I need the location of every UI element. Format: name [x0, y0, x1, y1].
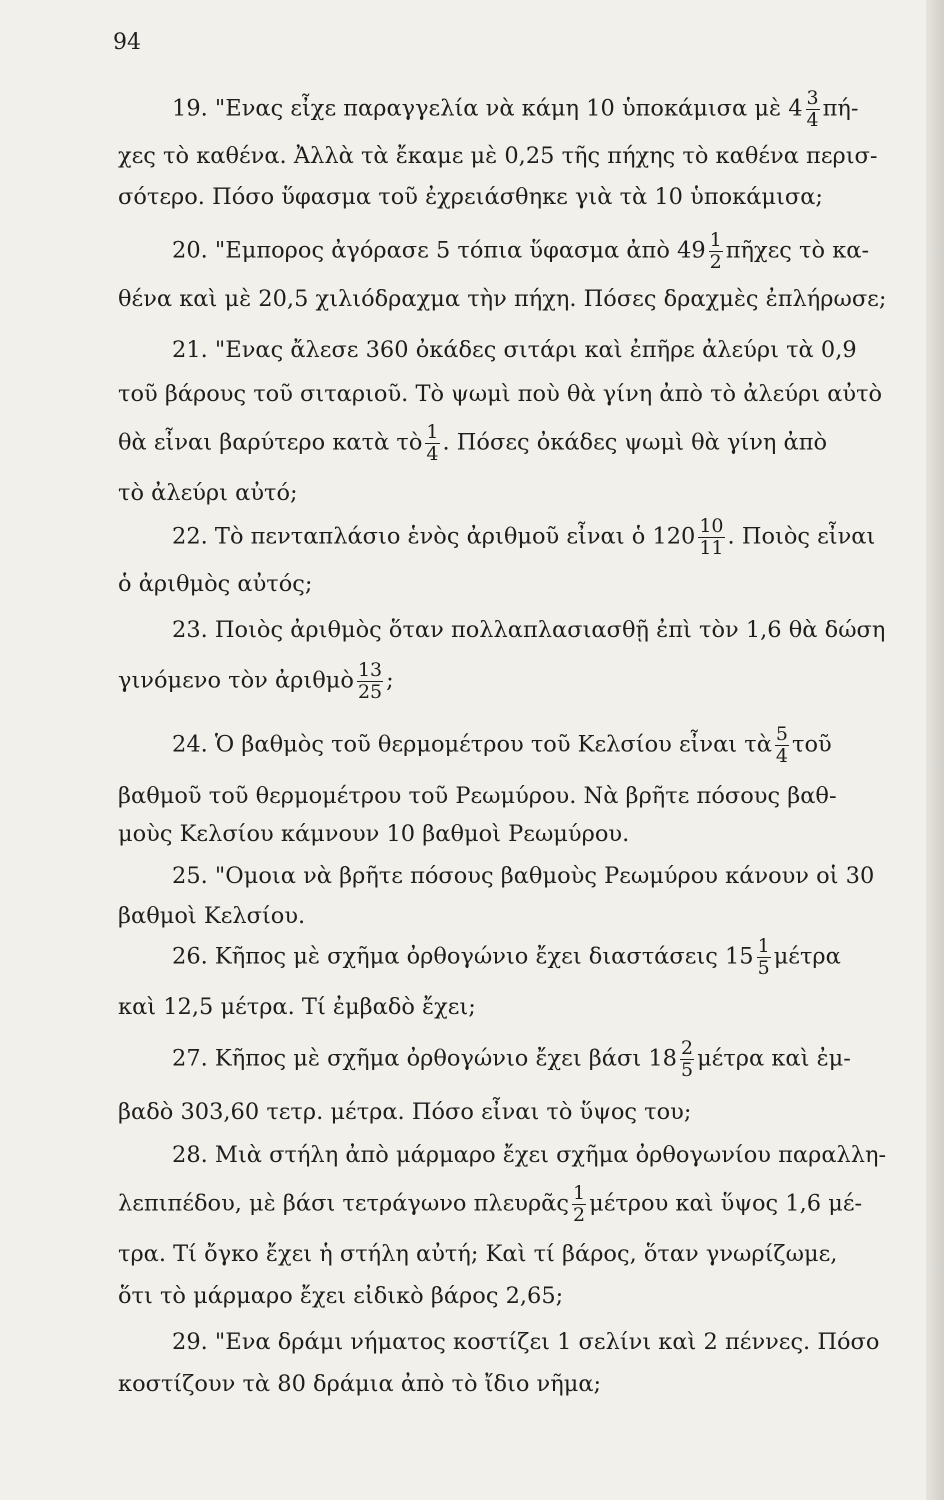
- page-number: 94: [113, 30, 141, 55]
- fraction: [698, 516, 724, 559]
- denominator: 2: [709, 251, 722, 273]
- numerator: 2: [680, 1037, 694, 1059]
- text: γινόμενο τὸν ἀριθμὸ: [118, 667, 354, 694]
- text: μέτρου καὶ ὕψος 1,6 μέ-: [589, 1190, 863, 1217]
- denominator: 25: [357, 681, 383, 703]
- problem-24-line-3: μοὺς Κελσίου κάμνουν 10 βαθμοὶ Ρεωμύρου.: [118, 821, 630, 847]
- page-edge: [926, 0, 944, 1500]
- denominator: 11: [699, 537, 724, 559]
- fraction: [806, 88, 820, 131]
- fraction: [680, 1038, 694, 1081]
- problem-19-line-3: σότερο. Πόσο ὕφασμα τοῦ ἐχρειάσθηκε γιὰ τὰ 10 ὑποκάμισα;: [118, 184, 823, 210]
- text: τοῦ: [792, 731, 832, 758]
- denominator: 4: [775, 745, 789, 767]
- denominator: 5: [680, 1059, 694, 1081]
- fraction: [572, 1183, 586, 1226]
- problem-19-line-2: χες τὸ καθένα. Ἀλλὰ τὰ ἔκαμε μὲ 0,25 τῆς πήχης τὸ καθένα περισ-: [118, 143, 878, 169]
- problem-25-line-1: 25. "Ομοια νὰ βρῆτε πόσους βαθμοὺς Ρεωμύρου κάνουν οἱ 30: [172, 863, 875, 889]
- denominator: 4: [426, 443, 439, 465]
- problem-20-line-1: [172, 230, 888, 273]
- text: μέτρα: [773, 943, 841, 970]
- text: πῆχες τὸ κα-: [725, 237, 870, 264]
- numerator: 3: [806, 87, 819, 109]
- text: 26. Κῆπος μὲ σχῆμα ὀρθογώνιο ἔχει διαστάσεις 15: [172, 943, 754, 970]
- problem-27-line-2: βαδὸ 303,60 τετρ. μέτρα. Πόσο εἶναι τὸ ὕψος του;: [118, 1099, 692, 1125]
- numerator: 1: [426, 421, 439, 443]
- text: θὰ εἶναι βαρύτερο κατὰ τὸ: [118, 429, 423, 456]
- text: 24. Ὁ βαθμὸς τοῦ θερμομέτρου τοῦ Κελσίου εἶναι τὰ: [172, 731, 772, 758]
- text: . Ποιὸς εἶναι: [727, 523, 876, 550]
- fraction: [757, 936, 771, 979]
- numerator: 10: [699, 515, 724, 537]
- problem-24-line-1: [172, 724, 888, 767]
- problem-21-line-1: 21. "Ενας ἄλεσε 360 ὀκάδες σιτάρι καὶ ἐπῆρε ἀλεύρι τὰ 0,9: [172, 337, 857, 363]
- denominator: 4: [806, 109, 819, 131]
- problem-23-line-1: 23. Ποιὸς ἀριθμὸς ὅταν πολλαπλασιασθῇ ἐπὶ τὸν 1,6 θὰ δώση: [172, 617, 886, 643]
- numerator: 1: [572, 1182, 586, 1204]
- numerator: 13: [357, 659, 383, 681]
- problem-28-line-3: τρα. Τί ὄγκο ἔχει ἡ στήλη αὐτή; Καὶ τί βάρος, ὅταν γνωρίζωμε,: [118, 1241, 838, 1267]
- text: 27. Κῆπος μὲ σχῆμα ὀρθογώνιο ἔχει βάσι 18: [172, 1045, 677, 1072]
- denominator: 2: [572, 1204, 586, 1226]
- denominator: 5: [757, 957, 770, 979]
- text: 19. "Ενας εἶχε παραγγελία νὰ κάμη 10 ὑποκάμισα μὲ 4: [172, 95, 803, 122]
- text: λεπιπέδου, μὲ βάσι τετράγωνο πλευρᾶς: [118, 1190, 569, 1217]
- problem-27-line-1: [172, 1038, 888, 1081]
- problem-23-line-2: [118, 660, 888, 703]
- problem-29-line-2: κοστίζουν τὰ 80 δράμια ἀπὸ τὸ ἴδιο νῆμα;: [118, 1371, 602, 1397]
- text: πή-: [822, 95, 859, 122]
- problem-29-line-1: 29. "Ενα δράμι νήματος κοστίζει 1 σελίνι καὶ 2 πέννες. Πόσο: [172, 1329, 880, 1355]
- fraction: [425, 422, 439, 465]
- problem-21-line-4: τὸ ἀλεύρι αὐτό;: [118, 480, 298, 506]
- text: ;: [386, 667, 394, 694]
- text: μέτρα καὶ ἐμ-: [697, 1045, 851, 1072]
- numerator: 5: [775, 723, 789, 745]
- fraction: [357, 660, 383, 703]
- text: 22. Τὸ πενταπλάσιο ἑνὸς ἀριθμοῦ εἶναι ὁ 120: [172, 523, 696, 550]
- problem-21-line-3: [118, 422, 888, 465]
- fraction: [709, 230, 723, 273]
- problem-19-line-1: [172, 88, 888, 131]
- text: 20. "Εμπορος ἀγόρασε 5 τόπια ὕφασμα ἀπὸ 49: [172, 237, 706, 264]
- problem-28-line-2: [118, 1183, 888, 1226]
- problem-22-line-2: ὁ ἀριθμὸς αὐτός;: [118, 571, 313, 597]
- numerator: 1: [757, 935, 770, 957]
- problem-21-line-2: τοῦ βάρους τοῦ σιταριοῦ. Τὸ ψωμὶ ποὺ θὰ γίνη ἀπὸ τὸ ἀλεύρι αὐτὸ: [118, 381, 883, 407]
- numerator: 1: [709, 229, 722, 251]
- problem-24-line-2: βαθμοῦ τοῦ θερμομέτρου τοῦ Ρεωμύρου. Νὰ βρῆτε πόσους βαθ-: [118, 783, 837, 809]
- problem-28-line-1: 28. Μιὰ στήλη ἀπὸ μάρμαρο ἔχει σχῆμα ὀρθογωνίου παραλλη-: [172, 1142, 887, 1168]
- problem-25-line-2: βαθμοὶ Κελσίου.: [118, 903, 306, 929]
- problem-22-line-1: [172, 516, 888, 559]
- problem-20-line-2: θένα καὶ μὲ 20,5 χιλιόδραχμα τὴν πήχη. Πόσες δραχμὲς ἐπλήρωσε;: [118, 286, 887, 312]
- problem-28-line-4: ὅτι τὸ μάρμαρο ἔχει εἰδικὸ βάρος 2,65;: [118, 1283, 564, 1309]
- problem-26-line-2: καὶ 12,5 μέτρα. Τί ἐμβαδὸ ἔχει;: [118, 994, 476, 1020]
- fraction: [775, 724, 789, 767]
- problem-26-line-1: [172, 936, 888, 979]
- text: . Πόσες ὀκάδες ψωμὶ θὰ γίνη ἀπὸ: [442, 429, 828, 456]
